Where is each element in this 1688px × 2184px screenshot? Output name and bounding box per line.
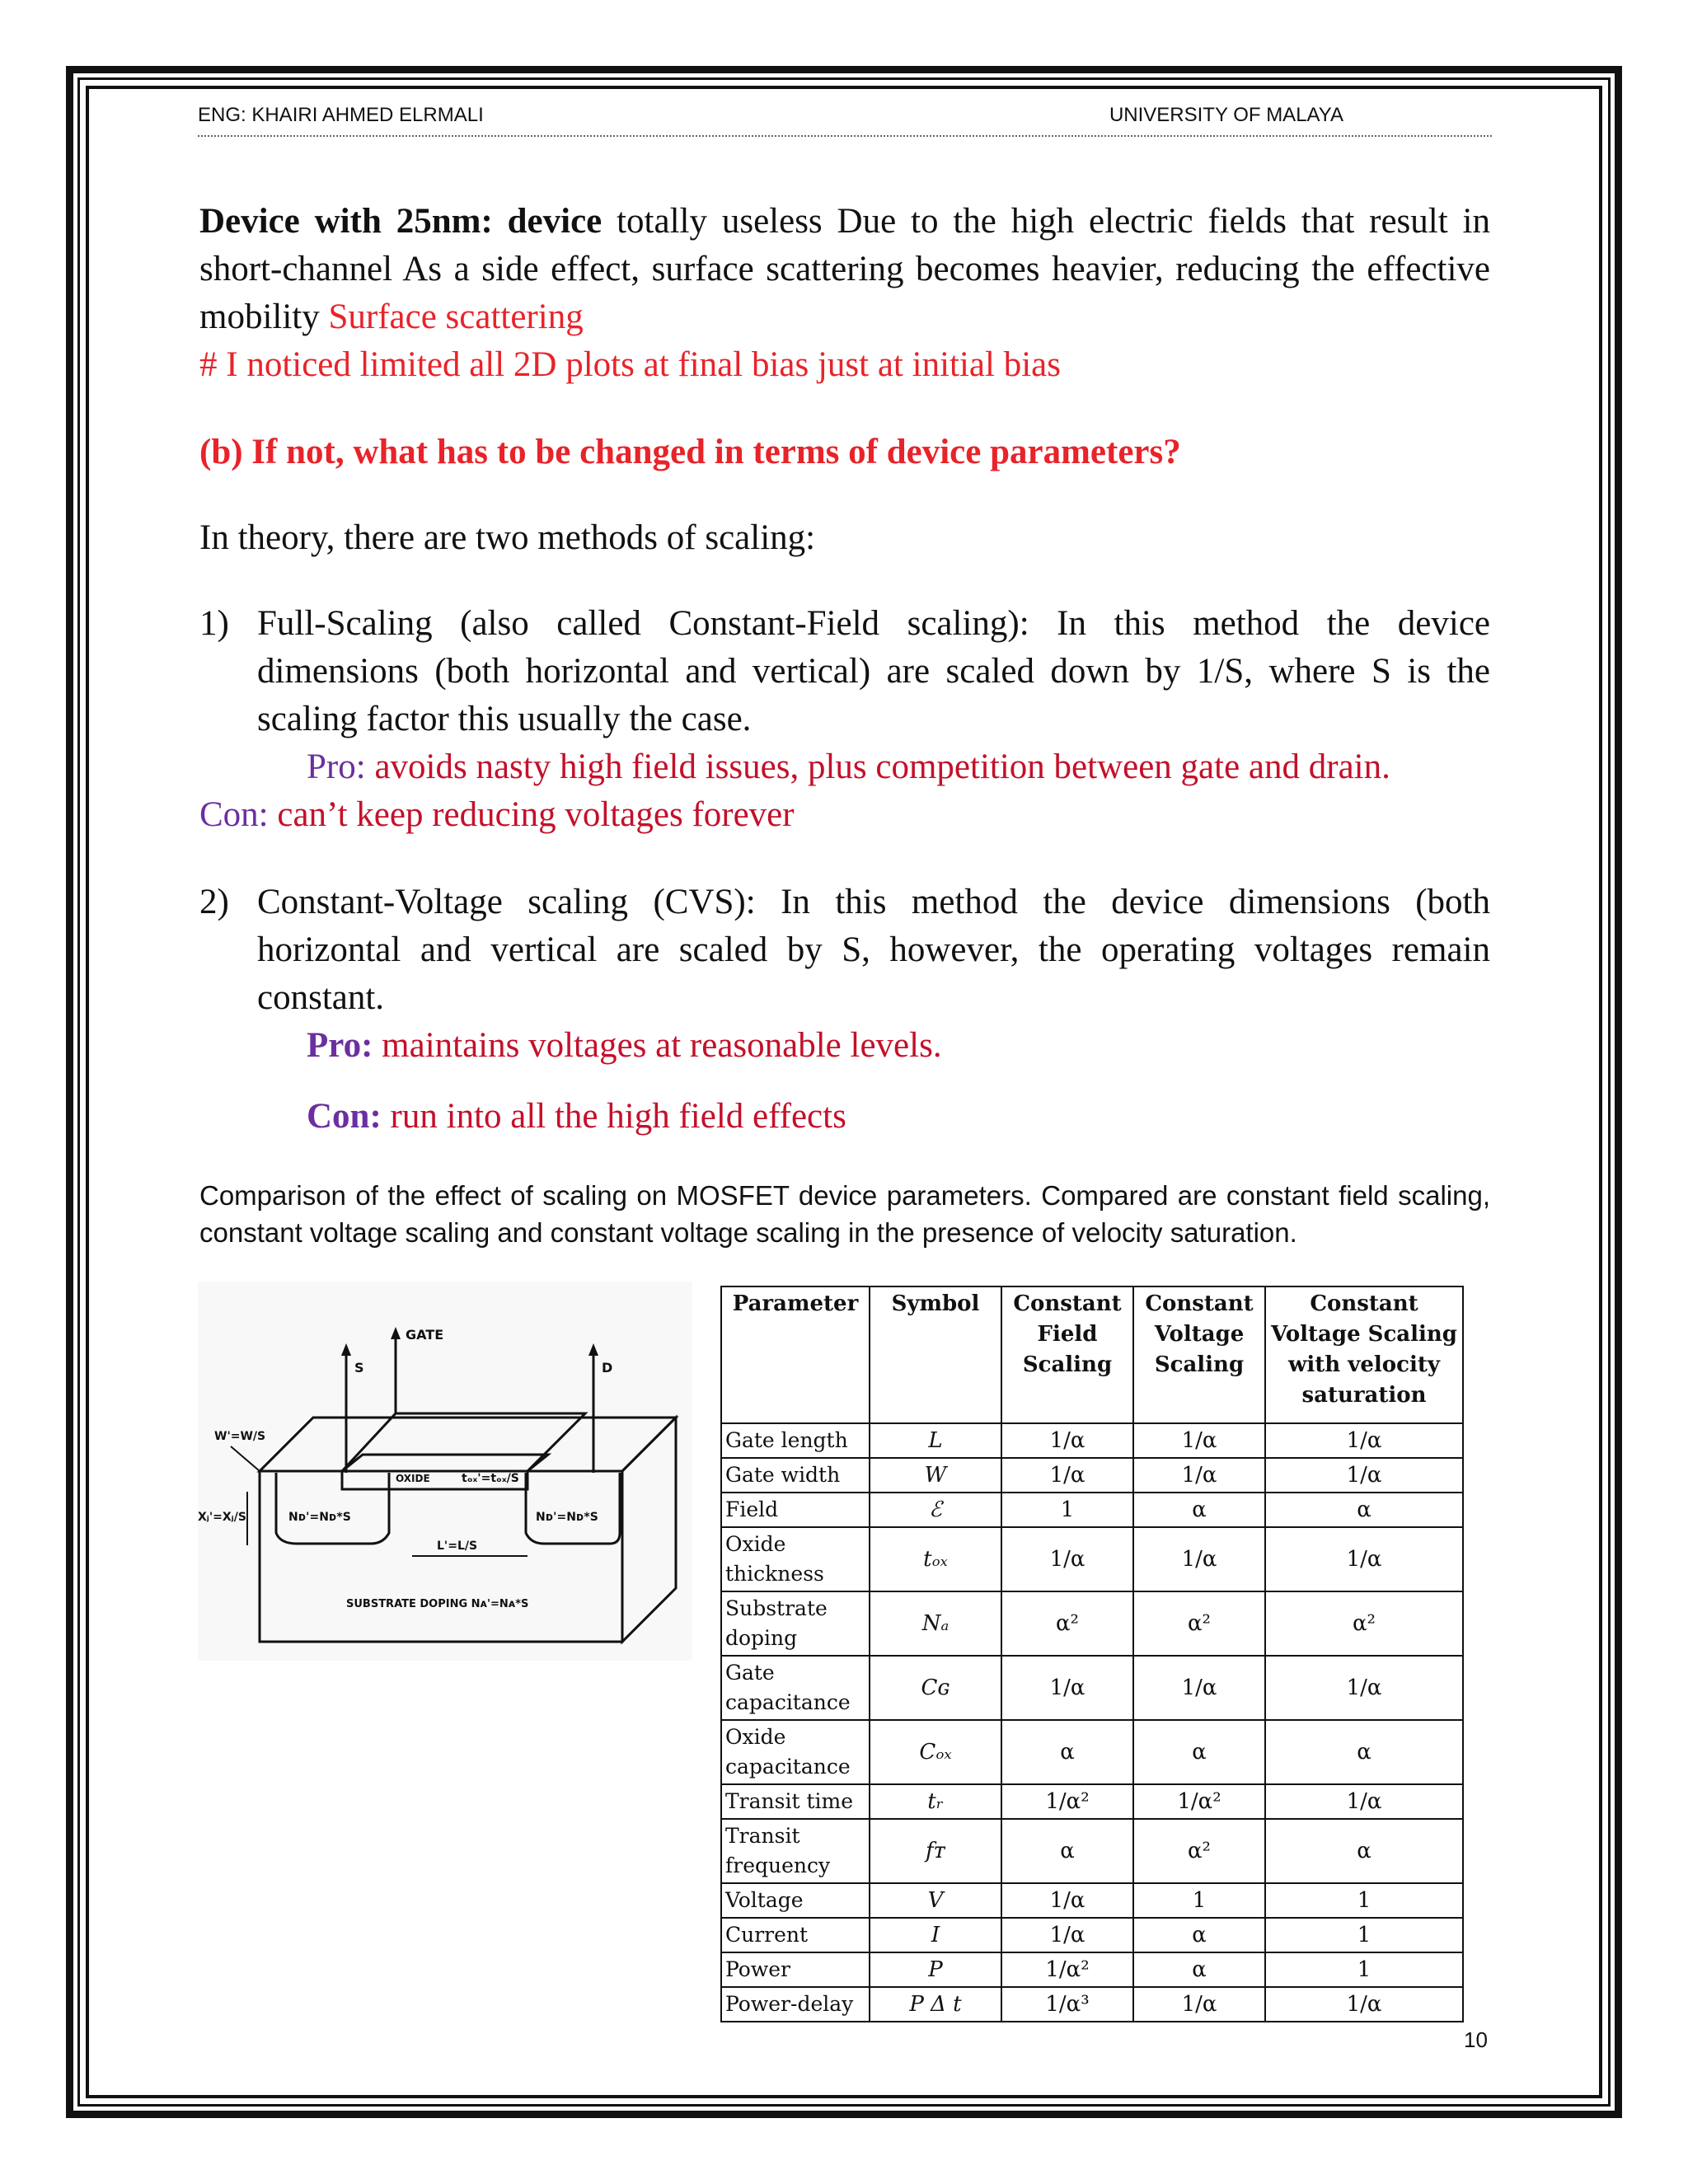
mosfet-scaling-diagram — [198, 1282, 692, 1661]
method-2-con — [199, 1093, 1490, 1141]
table-row — [721, 1784, 1463, 1819]
table-cell: Nₐ — [870, 1591, 1001, 1656]
source-well — [276, 1473, 389, 1544]
table-row — [721, 1883, 1463, 1918]
table-cell: 1/α — [1133, 1423, 1265, 1458]
table-row — [721, 1656, 1463, 1720]
gate-top — [342, 1413, 585, 1471]
method-2-number: 2) — [199, 883, 229, 921]
table-cell: α² — [1265, 1591, 1463, 1656]
method-1-con-text: can’t keep reducing voltages forever — [268, 795, 795, 834]
table-cell: Power-delay — [721, 1987, 870, 2022]
scaling-table — [720, 1286, 1464, 2022]
table-cell: 1/α — [1001, 1423, 1133, 1458]
table-cell: α² — [1133, 1819, 1265, 1883]
mosfet-diagram-svg — [198, 1282, 692, 1661]
source-arrowhead — [341, 1343, 351, 1356]
table-cell: tᵣ — [870, 1784, 1001, 1819]
table-cell: 1/α — [1133, 1527, 1265, 1591]
table-cell: Gate capacitance — [721, 1656, 870, 1720]
header-author: ENG: KHAIRI AHMED ELRMALI — [198, 104, 484, 126]
table-row — [721, 1987, 1463, 2022]
table-header-cell: Parameter — [721, 1286, 870, 1423]
table-header-cell: Constant Field Scaling — [1001, 1286, 1133, 1423]
table-cell: α — [1265, 1819, 1463, 1883]
method-2-con-text: run into all the high field effects — [381, 1097, 846, 1136]
oxide-layer — [342, 1455, 548, 1471]
table-row — [721, 1423, 1463, 1458]
intro-lead-highlight: Surface scattering — [328, 298, 584, 336]
oxide-label: OXIDE — [396, 1473, 430, 1484]
table-cell: 1/α — [1265, 1458, 1463, 1493]
intro-note: # I noticed limited all 2D plots at final bias just at initial bias — [199, 345, 1061, 384]
method-1-pro-text: avoids nasty high field issues, plus competition between gate and drain. — [365, 748, 1390, 786]
table-cell: Oxide thickness — [721, 1527, 870, 1591]
width-arrow — [231, 1446, 260, 1471]
drain-label: D — [602, 1360, 613, 1376]
table-cell: 1 — [1265, 1883, 1463, 1918]
gate-label: GATE — [406, 1327, 444, 1343]
method-2-pro — [199, 1022, 1490, 1070]
method-2 — [199, 879, 1490, 1022]
method-2-text: Constant-Voltage scaling (CVS): In this method the device dimensions (both horizontal and vertical are scaled by S, however, the operating voltages remain constant. — [257, 883, 1490, 1017]
intro-lead-bold: Device with 25nm: device — [199, 202, 603, 241]
question-heading: (b) If not, what has to be changed in terms of device parameters? — [199, 433, 1181, 471]
source-label: S — [354, 1360, 364, 1376]
table-cell: 1 — [1265, 1952, 1463, 1987]
table-cell: α² — [1133, 1591, 1265, 1656]
method-2-pro-label: Pro: — [307, 1026, 373, 1065]
figure-caption: Comparison of the effect of scaling on MOSFET device parameters. Compared are constant field scaling, constant voltage scaling and constant voltage scaling in the presence of velocity saturation. — [199, 1180, 1490, 1248]
table-cell: α — [1133, 1952, 1265, 1987]
table-cell: 1/α² — [1001, 1784, 1133, 1819]
page-number: 10 — [1464, 2027, 1488, 2052]
table-cell: Gate length — [721, 1423, 870, 1458]
table-cell: W — [870, 1458, 1001, 1493]
table-cell: 1/α — [1133, 1656, 1265, 1720]
length-label: L'=L/S — [437, 1540, 478, 1553]
table-cell: 1/α — [1001, 1656, 1133, 1720]
table-cell: Cₒₓ — [870, 1720, 1001, 1784]
table-cell: fᴛ — [870, 1819, 1001, 1883]
nd-left-label: Nᴅ'=Nᴅ*S — [288, 1511, 351, 1524]
gate-arrowhead — [391, 1327, 401, 1339]
table-cell: Substrate doping — [721, 1591, 870, 1656]
table-header-row — [721, 1286, 1463, 1423]
table-cell: α — [1265, 1720, 1463, 1784]
intro-lead-text: totally useless Due to the high electric fields that result in short-channel As a side effect, surface scattering becomes heavier, reducing the effective mobility — [199, 202, 1490, 336]
table-cell: 1/α² — [1001, 1952, 1133, 1987]
page-header — [198, 97, 1492, 137]
table-cell: Cɢ — [870, 1656, 1001, 1720]
table-cell: V — [870, 1883, 1001, 1918]
method-1 — [199, 600, 1490, 743]
nd-right-label: Nᴅ'=Nᴅ*S — [536, 1511, 598, 1524]
table-cell: 1/α — [1265, 1784, 1463, 1819]
table-cell: 1/α — [1265, 1656, 1463, 1720]
table-cell: 1/α³ — [1001, 1987, 1133, 2022]
substrate-top-face — [260, 1418, 676, 1471]
table-cell: Oxide capacitance — [721, 1720, 870, 1784]
table-cell: Current — [721, 1918, 870, 1952]
table-cell: α² — [1001, 1591, 1133, 1656]
table-cell: ℰ — [870, 1493, 1001, 1527]
table-row — [721, 1493, 1463, 1527]
header-institution: UNIVERSITY OF MALAYA — [1109, 104, 1343, 126]
drain-arrowhead — [588, 1343, 598, 1356]
table-cell: α — [1001, 1819, 1133, 1883]
table-cell: Transit time — [721, 1784, 870, 1819]
table-row — [721, 1527, 1463, 1591]
table-header-cell: Symbol — [870, 1286, 1001, 1423]
table-cell: I — [870, 1918, 1001, 1952]
table-cell: 1/α — [1001, 1527, 1133, 1591]
table-cell: Gate width — [721, 1458, 870, 1493]
table-cell: α — [1265, 1493, 1463, 1527]
table-cell: 1 — [1001, 1493, 1133, 1527]
table-row — [721, 1458, 1463, 1493]
table-cell: 1/α — [1265, 1423, 1463, 1458]
table-cell: 1/α — [1133, 1458, 1265, 1493]
table-cell: 1/α² — [1133, 1784, 1265, 1819]
substrate-label: SUBSTRATE DOPING Nᴀ'=Nᴀ*S — [346, 1598, 529, 1610]
table-cell: α — [1133, 1720, 1265, 1784]
table-cell: 1 — [1133, 1883, 1265, 1918]
table-cell: 1/α — [1001, 1458, 1133, 1493]
method-1-text: Full-Scaling (also called Constant-Field scaling): In this method the device dimensions (both horizontal and vertical) are scaled down by 1/S, where S is the scaling factor this usually the case. — [257, 604, 1490, 738]
method-1-pro-label: Pro: — [307, 748, 366, 786]
table-header-cell: Constant Voltage Scaling — [1133, 1286, 1265, 1423]
table-row — [721, 1918, 1463, 1952]
table-cell: P — [870, 1952, 1001, 1987]
table-row — [721, 1819, 1463, 1883]
method-2-pro-text: maintains voltages at reasonable levels. — [373, 1026, 942, 1065]
method-1-con — [199, 791, 1490, 839]
table-row — [721, 1591, 1463, 1656]
table-cell: 1/α — [1265, 1527, 1463, 1591]
table-cell: Transit frequency — [721, 1819, 870, 1883]
table-cell: Voltage — [721, 1883, 870, 1918]
table-cell: α — [1001, 1720, 1133, 1784]
table-cell: 1/α — [1133, 1987, 1265, 2022]
table-row — [721, 1952, 1463, 1987]
method-2-con-label: Con: — [307, 1097, 382, 1136]
table-cell: α — [1133, 1918, 1265, 1952]
table-cell: Field — [721, 1493, 870, 1527]
substrate-side-face — [622, 1418, 676, 1642]
table-cell: 1/α — [1265, 1987, 1463, 2022]
width-label: W'=W/S — [214, 1430, 266, 1443]
intro-paragraph — [199, 198, 1490, 341]
table-cell: 1/α — [1001, 1918, 1133, 1952]
table-cell: Power — [721, 1952, 870, 1987]
method-1-con-label: Con: — [199, 795, 269, 834]
table-cell: tₒₓ — [870, 1527, 1001, 1591]
table-cell: α — [1133, 1493, 1265, 1527]
table-row — [721, 1720, 1463, 1784]
table-cell: 1 — [1265, 1918, 1463, 1952]
theory-line: In theory, there are two methods of scaling: — [199, 518, 816, 557]
drain-well — [526, 1473, 620, 1544]
table-cell: P Δ t — [870, 1987, 1001, 2022]
table-cell: 1/α — [1001, 1883, 1133, 1918]
table-header-cell: Constant Voltage Scaling with velocity saturation — [1265, 1286, 1463, 1423]
method-1-number: 1) — [199, 604, 229, 643]
tox-label: tₒₓ'=tₒₓ/S — [462, 1472, 519, 1485]
method-1-pro — [199, 743, 1490, 791]
table-cell: L — [870, 1423, 1001, 1458]
xj-label: Xⱼ'=Xⱼ/S — [198, 1511, 246, 1524]
